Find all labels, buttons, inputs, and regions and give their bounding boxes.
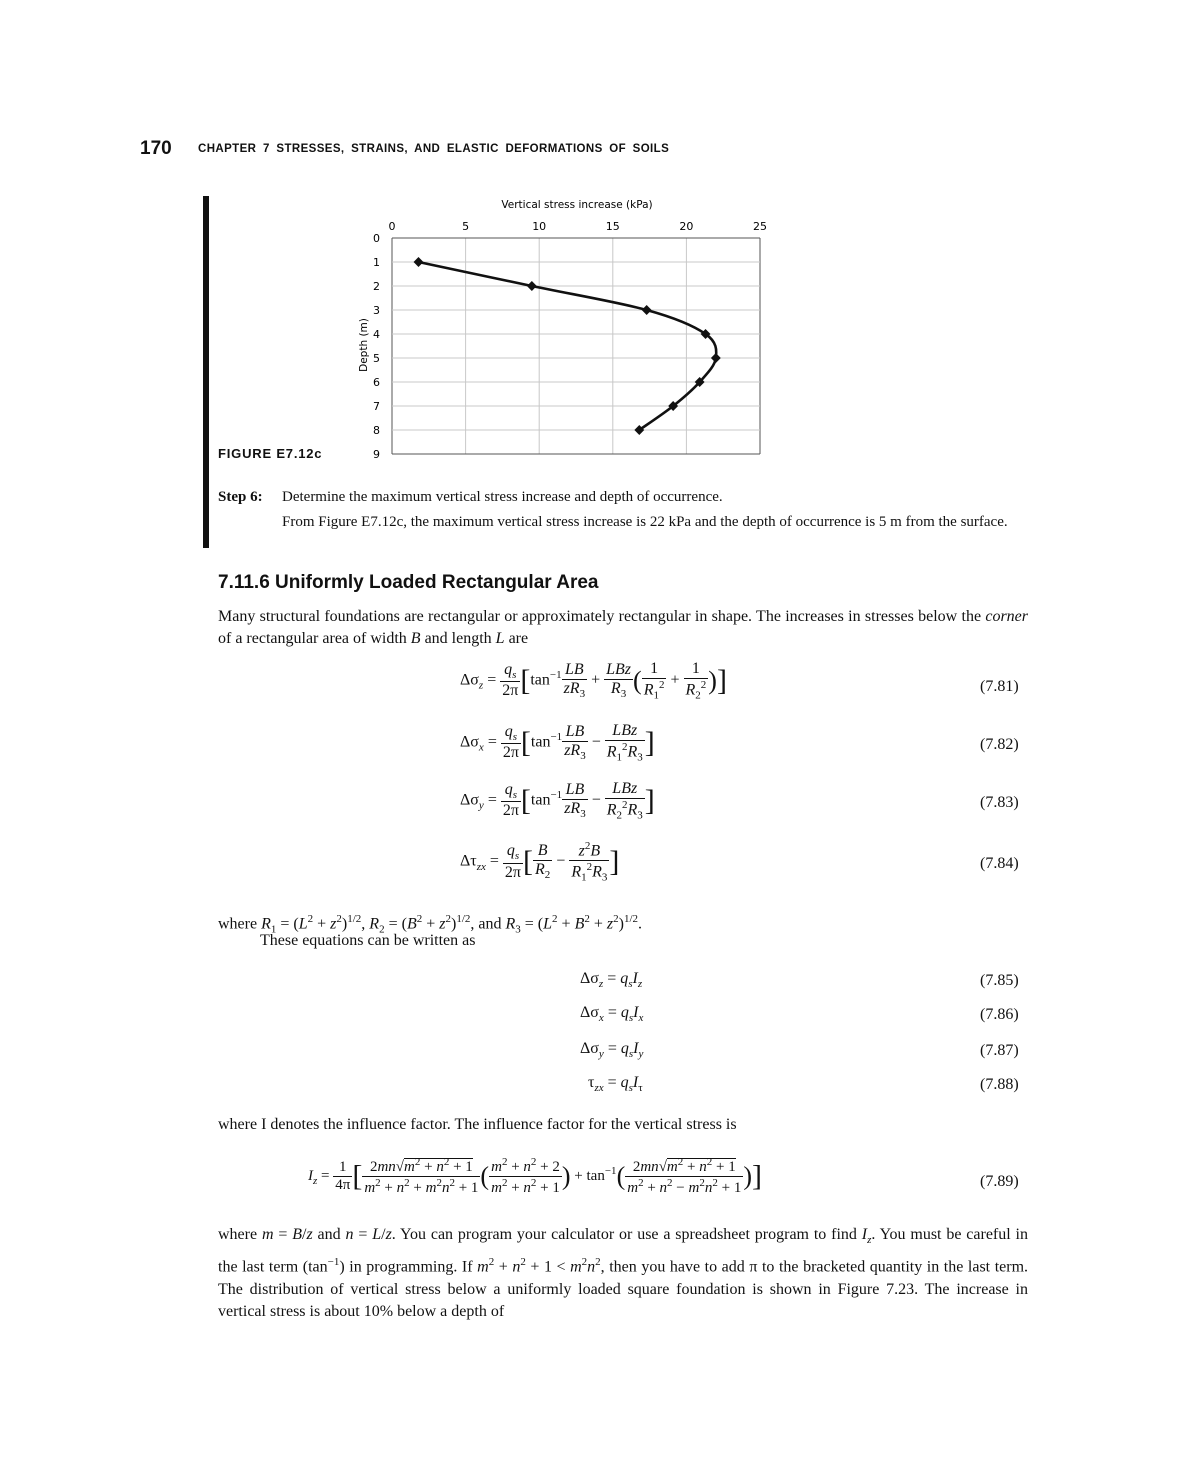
- y-tick-label: 4: [373, 328, 380, 341]
- chart-ticks: [373, 220, 767, 461]
- equation-7-82: $\Delta\sigma_x$ = $\frac{q_s}{2\pi}$ [$\tan^{-1}$ $\frac{LB}{zR_3}$ − $\frac{\text{LBz}}{R_1^2R_3}$ ]: [460, 722, 655, 764]
- data-point: [527, 281, 537, 291]
- equation-7-87: $\Delta\sigma_y = q_sI_y$: [580, 1040, 644, 1061]
- step-label: Step 6:: [218, 489, 263, 505]
- equation-number: (7.82): [980, 736, 1019, 753]
- y-tick-label: 5: [373, 352, 380, 365]
- intro-paragraph: Many structural foundations are rectangular or approximately rectangular in shape. The increases in stresses below the corner of a rectangular area of width B and length L are: [218, 608, 1028, 647]
- chart-title: Vertical stress increase (kPa): [501, 199, 653, 211]
- equation-7-88: $\tau_{zx} = q_sI_\tau$: [588, 1074, 643, 1095]
- equation-number: (7.85): [980, 972, 1019, 989]
- equation-number: (7.81): [980, 678, 1019, 695]
- data-point: [642, 305, 652, 315]
- change-bar: [203, 196, 209, 548]
- data-point: [711, 353, 721, 363]
- y-tick-label: 1: [373, 256, 380, 269]
- y-tick-label: 7: [373, 400, 380, 413]
- equation-7-83: $\Delta\sigma_y$ = $\frac{q_s}{2\pi}$ [$\tan^{-1}$ $\frac{LB}{zR_3}$ − $\frac{\text{LBz}}{R_2^2R_3}$ ]: [460, 780, 655, 822]
- equation-7-84: $\Delta\tau_{zx}$ = $\frac{q_s}{2\pi}$ [ $\frac{B}{R_2}$ − $\frac{z^2B}{R_1^2R_3}$ ]: [460, 840, 620, 884]
- influence-sentence: where I denotes the influence factor. The influence factor for the vertical stress is: [218, 1116, 737, 1133]
- y-axis-label: Depth (m): [358, 318, 370, 372]
- x-tick-label: 25: [753, 220, 767, 233]
- equation-7-89: $I_z$ = $\frac{1}{4\pi}$ [ $\frac{2mn√m^2 + n^2 + 1}{m^2 + n^2 + m^2n^2 + 1}$ ( $\frac{m^2 + n^2 + 2}{m^2 + n^2 + 1}$ ) + $\tan^{-1}$( $\frac{2mn√m^2 + n^2 + 1}{m^2 + n^2 - m^2n^2 + 1}$ )]: [308, 1156, 762, 1196]
- x-tick-label: 5: [462, 220, 470, 233]
- closing-paragraph: where m = B/z and n = L/z. You can program your calculator or use a spreadsheet program to find $I_z$. You must be careful in the last term $(\tan^{-1})$ in programming. If $m^2 + n^2 + 1 < m^2n^2$, then you have to add π to the bracketed quantity in the last term. The distribution of vertical stress below a uniformly loaded square foundation is shown in Figure 7.23. The increase in vertical stress is about 10% below a depth of: [218, 1226, 1029, 1320]
- chart-grid: [392, 238, 760, 454]
- y-tick-label: 3: [373, 304, 380, 317]
- figure-label: FIGURE E7.12c: [218, 446, 323, 461]
- y-tick-label: 0: [373, 232, 380, 245]
- x-tick-label: 20: [679, 220, 694, 233]
- y-tick-label: 9: [373, 448, 380, 461]
- y-tick-label: 2: [373, 280, 380, 293]
- equation-number: (7.89): [980, 1173, 1019, 1190]
- equation-number: (7.84): [980, 855, 1019, 872]
- step-line-1: Determine the maximum vertical stress increase and depth of occurrence.: [282, 489, 723, 505]
- equation-7-85: $\Delta\sigma_z = q_sI_z$: [580, 970, 643, 991]
- y-tick-label: 6: [373, 376, 380, 389]
- equation-number: (7.87): [980, 1042, 1019, 1059]
- equation-number: (7.83): [980, 794, 1019, 811]
- y-tick-label: 8: [373, 424, 380, 437]
- data-point: [414, 257, 424, 267]
- x-tick-label: 15: [605, 220, 620, 233]
- equation-number: (7.86): [980, 1006, 1019, 1023]
- section-heading: 7.11.6 Uniformly Loaded Rectangular Area: [218, 572, 599, 593]
- written-as-line: These equations can be written as: [260, 932, 476, 949]
- running-head: CHAPTER 7 STRESSES, STRAINS, AND ELASTIC DEFORMATIONS OF SOILS: [198, 143, 670, 155]
- equation-7-81: $\Delta\sigma_z$ = $\frac{q_s}{2\pi}$ [$\tan^{-1}$ $\frac{LB}{zR_3}$ + $\frac{\text{LBz}}{R_3}$ ( $\frac{1}{R_1^2}$ + $\frac{1}{R_2^2}$ )]: [460, 660, 727, 702]
- page-number: 170: [140, 138, 172, 159]
- equation-7-86: $\Delta\sigma_x = q_sI_x$: [580, 1004, 644, 1025]
- step-line-2: From Figure E7.12c, the maximum vertical stress increase is 22 kPa and the depth of occurrence is 5 m from the surface.: [282, 514, 1008, 530]
- chart-series: [414, 257, 721, 435]
- x-tick-label: 10: [532, 220, 547, 233]
- depth-stress-chart: [340, 190, 780, 470]
- equation-number: (7.88): [980, 1076, 1019, 1093]
- x-tick-label: 0: [388, 220, 396, 233]
- radius-definitions: where $R_1 = (L^2 + z^2)^{1/2}$, $R_2 = (B^2 + z^2)^{1/2}$, and $R_3 = (L^2 + B^2 + z^2)^{1/2}$.: [218, 913, 642, 936]
